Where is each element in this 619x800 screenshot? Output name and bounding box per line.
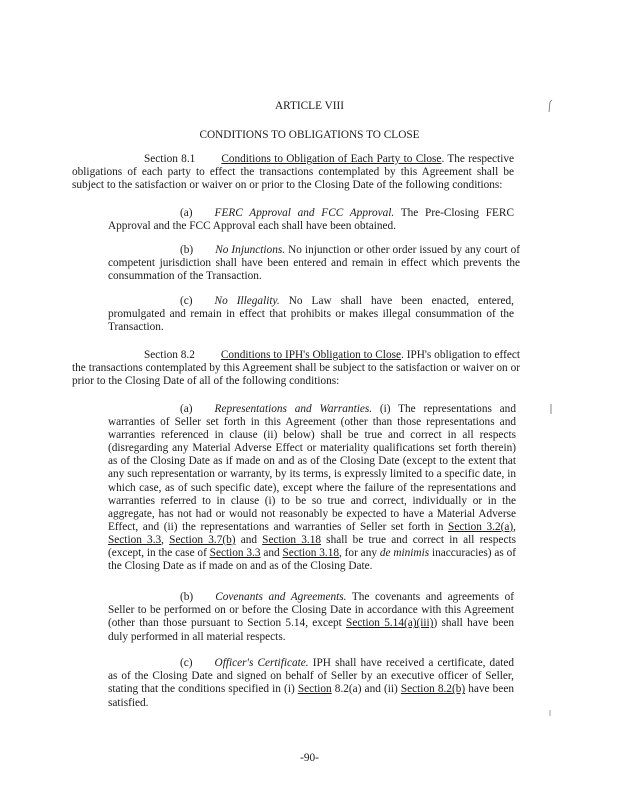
condition-8-1-b <box>108 244 520 284</box>
condition-title: Representations and Warranties. <box>214 403 373 415</box>
condition-label: (c) <box>180 657 193 669</box>
section-reference: Section 8.2(b) <box>400 683 466 696</box>
page-number: -90- <box>300 752 319 764</box>
section-reference: Section 3.7(b) <box>169 533 236 546</box>
condition-text: No Law shall have been enacted, entered, promulgated and remain in effect that prohibits or makes illegal consummation of the Transaction. <box>108 295 514 334</box>
section-reference: Section 3.18 <box>262 533 321 546</box>
margin-mark <box>545 98 555 114</box>
section-reference: Section <box>297 683 332 696</box>
condition-text: ) shall have been duly performed in all material respects. <box>108 617 514 643</box>
condition-title: Officer's Certificate. <box>214 657 309 669</box>
condition-8-2-c <box>108 657 514 710</box>
condition-text: 8.2(a) and (ii) <box>334 683 398 696</box>
condition-8-1-c <box>108 295 514 335</box>
section-8-2-title: Conditions to IPH's Obligation to Close <box>220 349 402 361</box>
condition-text: , <box>161 533 164 546</box>
section-8-1-text: . The respective obligations of each party to effect the transactions contemplated by this Agreement shall be subject to the satisfaction or waiver on or prior to the Closing Date of the following conditions: <box>72 153 514 192</box>
article-heading: ARTICLE VIII <box>274 100 345 112</box>
condition-title: Covenants and Agreements. <box>215 591 347 603</box>
condition-label: (a) <box>180 207 193 219</box>
condition-text: shall be true and correct in all respects (except, in the case of <box>108 533 516 560</box>
section-reference: Section 3.18 <box>282 547 340 560</box>
section-8-2 <box>72 349 520 389</box>
section-reference: Section 3.3 <box>209 547 261 560</box>
condition-title: FERC Approval and FCC Approval. <box>214 207 395 219</box>
condition-8-1-a <box>108 207 514 233</box>
condition-text: and <box>240 533 257 546</box>
condition-text: The Pre-Closing FERC Approval and the FCC Approval each shall have been obtained. <box>108 207 514 233</box>
section-8-1-title: Conditions to Obligation of Each Party to Close <box>221 153 442 165</box>
condition-text: No injunction or other order issued by any court of competent jurisdiction shall have been entered and remain in effect which prevents the consummation of the Transaction. <box>108 244 521 283</box>
condition-label: (b) <box>180 591 194 603</box>
condition-label: (c) <box>180 295 193 307</box>
margin-mark <box>546 708 554 718</box>
condition-text: have been satisfied. <box>108 683 514 709</box>
condition-label: (a) <box>180 403 193 415</box>
condition-title: No Injunctions. <box>215 244 286 256</box>
section-8-1 <box>72 153 514 193</box>
section-8-1-number: Section 8.1 <box>144 153 196 165</box>
condition-label: (b) <box>180 244 194 256</box>
section-reference: Section 3.2(a) <box>448 520 514 533</box>
section-8-2-number: Section 8.2 <box>144 349 195 361</box>
condition-title: No Illegality. <box>214 295 280 307</box>
condition-text: IPH shall have received a certificate, dated as of the Closing Date and signed on behalf of Seller by an executive officer of Seller, stating that the conditions specified in (i) <box>108 657 515 696</box>
condition-text: , for any <box>339 547 377 560</box>
condition-text: , <box>513 520 516 533</box>
condition-text: inaccuracies) as of the Closing Date as if made on and as of the Closing Date. <box>108 547 517 573</box>
margin-mark <box>547 402 555 416</box>
condition-text: The covenants and agreements of Seller to be performed on or before the Closing Date in accordance with this Agreement (other than those pursuant to Section 5.14, except <box>108 591 514 630</box>
condition-text: and <box>263 547 280 560</box>
condition-8-2-b <box>108 591 514 644</box>
section-reference: Section 5.14(a)(iii) <box>346 617 434 630</box>
latin-term: de minimis <box>379 547 430 560</box>
condition-text: (i) The representations and warranties of Seller set forth in this Agreement (other than those representations and warranties referenced in clause (ii) below) shall be true and correct in all respects (disregarding any Material Adverse Effect or materiality qualifications set forth therein) as of the Closing Date as if made on and as of the Closing Date (except to the extent that any such representation or warranty, by its terms, is expressly limited to a specific date, in which case, as of such specific date), except where the failure of the representations and warranties referred to in clause (i) to be so true and correct, individually or in the aggregate, has not had or would not reasonably be expected to have a Material Adverse Effect, and (ii) the representations and warranties of Seller set forth in <box>108 403 516 533</box>
section-8-2-text: . IPH's obligation to effect the transactions contemplated by this Agreement shall be subject to the satisfaction or waiver on or prior to the Closing Date of all of the following conditions: <box>72 349 520 388</box>
article-subheading: CONDITIONS TO OBLIGATIONS TO CLOSE <box>199 129 420 141</box>
section-reference: Section 3.3 <box>108 533 162 546</box>
condition-8-2-a <box>108 403 516 573</box>
